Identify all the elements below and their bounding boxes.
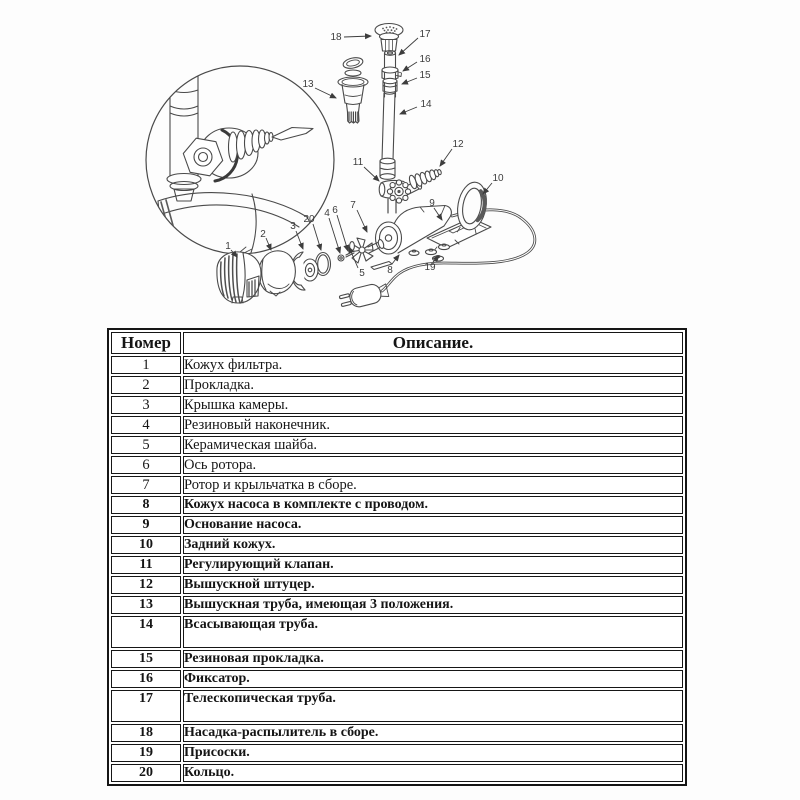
table-row xyxy=(111,650,683,668)
part-label-5: 5 xyxy=(359,268,365,279)
filter-housing-drawing xyxy=(217,247,261,303)
table-row xyxy=(111,690,683,722)
row-number: 10 xyxy=(111,536,181,554)
table-row xyxy=(111,576,683,594)
row-number: 4 xyxy=(111,416,181,434)
row-description: Телескопическая труба. xyxy=(183,690,683,722)
row-description: Кольцо. xyxy=(183,764,683,782)
table-row xyxy=(111,724,683,742)
part-label-19: 19 xyxy=(424,262,436,273)
part-label-1: 1 xyxy=(225,241,231,252)
table-row xyxy=(111,416,683,434)
table-row xyxy=(111,764,683,782)
row-description: Вышускной штуцер. xyxy=(183,576,683,594)
table-row xyxy=(111,616,683,648)
suction-tube-drawing xyxy=(380,93,395,176)
row-description: Кожух насоса в комплекте с проводом. xyxy=(183,496,683,514)
part-label-15: 15 xyxy=(419,70,431,81)
part-label-11: 11 xyxy=(352,157,364,168)
table-row xyxy=(111,670,683,688)
telescopic-tube-drawing xyxy=(385,51,396,97)
part-label-6: 6 xyxy=(332,205,338,216)
part-label-13: 13 xyxy=(302,79,314,90)
table-header-row xyxy=(111,332,683,354)
row-number: 8 xyxy=(111,496,181,514)
part-label-2: 2 xyxy=(260,229,266,240)
row-description: Ротор и крыльчатка в сборе. xyxy=(183,476,683,494)
part-label-16: 16 xyxy=(419,54,431,65)
row-number: 6 xyxy=(111,456,181,474)
table-row xyxy=(111,556,683,574)
row-number: 7 xyxy=(111,476,181,494)
row-description: Насадка-распылитель в сборе. xyxy=(183,724,683,742)
table-row xyxy=(111,536,683,554)
table-row xyxy=(111,436,683,454)
row-description: Резиновая прокладка. xyxy=(183,650,683,668)
inset-detail-circle xyxy=(146,66,334,254)
table-row xyxy=(111,456,683,474)
part-label-3: 3 xyxy=(290,221,296,232)
diagram-area xyxy=(0,0,800,330)
row-description: Присоски. xyxy=(183,744,683,762)
inset-detail-drawing xyxy=(145,60,313,269)
header-description: Описание. xyxy=(183,332,683,354)
row-number: 9 xyxy=(111,516,181,534)
part-label-10: 10 xyxy=(492,173,504,184)
row-number: 14 xyxy=(111,616,181,648)
table-row xyxy=(111,744,683,762)
three-position-nozzle-drawing xyxy=(338,56,368,123)
row-description: Регулирующий клапан. xyxy=(183,556,683,574)
row-number: 20 xyxy=(111,764,181,782)
row-description: Кожух фильтра. xyxy=(183,356,683,374)
suction-cups-drawing xyxy=(409,244,450,261)
table-row xyxy=(111,396,683,414)
row-number: 15 xyxy=(111,650,181,668)
row-description: Керамическая шайба. xyxy=(183,436,683,454)
row-description: Ось ротора. xyxy=(183,456,683,474)
row-number: 16 xyxy=(111,670,181,688)
parts-table-container xyxy=(107,328,687,786)
row-number: 11 xyxy=(111,556,181,574)
row-number: 19 xyxy=(111,744,181,762)
row-description: Основание насоса. xyxy=(183,516,683,534)
table-row xyxy=(111,596,683,614)
row-description: Задний кожух. xyxy=(183,536,683,554)
rotor-impeller-drawing xyxy=(350,238,385,263)
row-description: Прокладка. xyxy=(183,376,683,394)
table-row xyxy=(111,496,683,514)
table-row xyxy=(111,476,683,494)
part-label-12: 12 xyxy=(452,139,464,150)
part-label-9: 9 xyxy=(429,198,435,209)
table-row xyxy=(111,376,683,394)
part-label-18: 18 xyxy=(330,32,342,43)
row-number: 17 xyxy=(111,690,181,722)
table-row xyxy=(111,356,683,374)
outlet-fitting-drawing xyxy=(408,169,442,189)
row-number: 5 xyxy=(111,436,181,454)
exploded-diagram xyxy=(0,0,800,330)
row-description: Резиновый наконечник. xyxy=(183,416,683,434)
row-number: 18 xyxy=(111,724,181,742)
row-number: 3 xyxy=(111,396,181,414)
row-number: 2 xyxy=(111,376,181,394)
part-label-17: 17 xyxy=(419,29,431,40)
gasket-collar-drawing xyxy=(383,78,397,92)
part-label-7: 7 xyxy=(350,200,356,211)
row-number: 12 xyxy=(111,576,181,594)
parts-table xyxy=(107,328,687,786)
row-description: Фиксатор. xyxy=(183,670,683,688)
row-number: 13 xyxy=(111,596,181,614)
spray-head-drawing xyxy=(375,24,403,52)
row-number: 1 xyxy=(111,356,181,374)
table-row xyxy=(111,516,683,534)
part-label-20: 20 xyxy=(303,214,315,225)
power-plug-drawing xyxy=(338,281,389,311)
part-label-4: 4 xyxy=(324,208,330,219)
header-number: Номер xyxy=(111,332,181,354)
row-description: Крышка камеры. xyxy=(183,396,683,414)
part-label-14: 14 xyxy=(420,99,432,110)
gasket-shell-drawing xyxy=(259,251,296,296)
part-label-8: 8 xyxy=(387,265,393,276)
row-description: Вышускная труба, имеющая 3 положения. xyxy=(183,596,683,614)
row-description: Всасывающая труба. xyxy=(183,616,683,648)
